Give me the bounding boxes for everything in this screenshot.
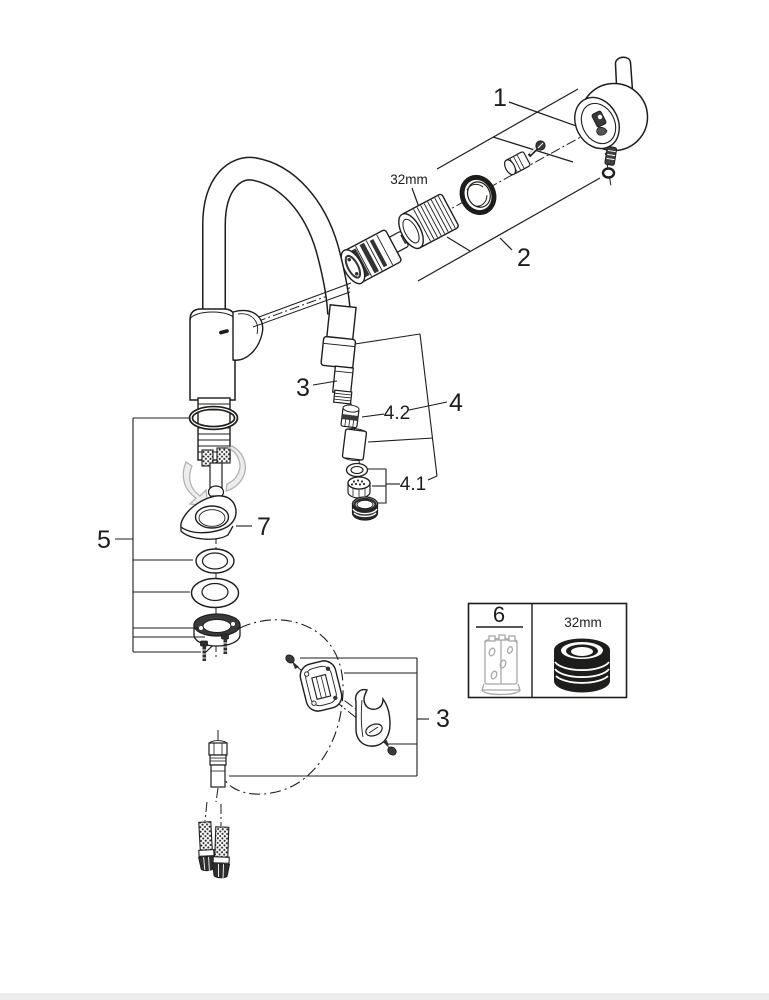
bracket-screw bbox=[284, 653, 299, 669]
handle-mount-dome bbox=[233, 310, 263, 360]
hose-connector-tube bbox=[332, 366, 355, 404]
spray-hose-group bbox=[321, 304, 378, 520]
callout-5: 5 bbox=[97, 526, 111, 554]
washer-1 bbox=[196, 549, 234, 573]
callout-1: 1 bbox=[493, 84, 507, 112]
supply-hose-right bbox=[212, 827, 231, 879]
callout-3-holder: 3 bbox=[436, 705, 450, 733]
washer-2 bbox=[192, 579, 239, 608]
callout-4: 4 bbox=[449, 389, 463, 417]
page-footer-bar bbox=[0, 993, 769, 1000]
callout-3-spray: 3 bbox=[296, 374, 310, 402]
callout-6: 6 bbox=[492, 602, 506, 627]
wall-bracket-plate bbox=[298, 658, 345, 713]
callout-2: 2 bbox=[517, 244, 531, 272]
handle-cap bbox=[603, 169, 614, 178]
mousseur-shell bbox=[342, 427, 367, 461]
box-ring-32mm bbox=[554, 639, 610, 693]
handle-assembly bbox=[566, 57, 647, 177]
frame-lines bbox=[412, 89, 600, 281]
holder-screw bbox=[383, 740, 398, 757]
braided-tail-right bbox=[217, 448, 230, 463]
mousseur-washer bbox=[347, 464, 368, 477]
mousseur-insert bbox=[348, 477, 370, 498]
mousseur-sleeve bbox=[353, 497, 378, 520]
callout-4-2: 4.2 bbox=[383, 403, 411, 424]
spray-head-body bbox=[321, 304, 359, 368]
callout-4-1: 4.1 bbox=[399, 474, 427, 495]
capnut-stub bbox=[447, 237, 470, 251]
callout2-stub bbox=[500, 238, 512, 250]
dimension-32mm-tool-ring: 32mm bbox=[564, 615, 602, 630]
cartridge-assembly bbox=[336, 141, 545, 287]
flow-regulator-insert bbox=[341, 404, 360, 428]
hose-holder-clip bbox=[356, 690, 390, 746]
faucet-body bbox=[190, 309, 235, 400]
callout-7: 7 bbox=[257, 513, 271, 541]
dimension-32mm-cartridge: 32mm bbox=[390, 172, 428, 187]
hose-coupling bbox=[209, 741, 227, 787]
hose-holder-group bbox=[229, 653, 429, 776]
fixation-set-group bbox=[115, 418, 252, 661]
escutcheon-ring bbox=[453, 169, 503, 221]
cartridge-adapter bbox=[502, 151, 530, 176]
fixation-nut bbox=[181, 496, 236, 539]
